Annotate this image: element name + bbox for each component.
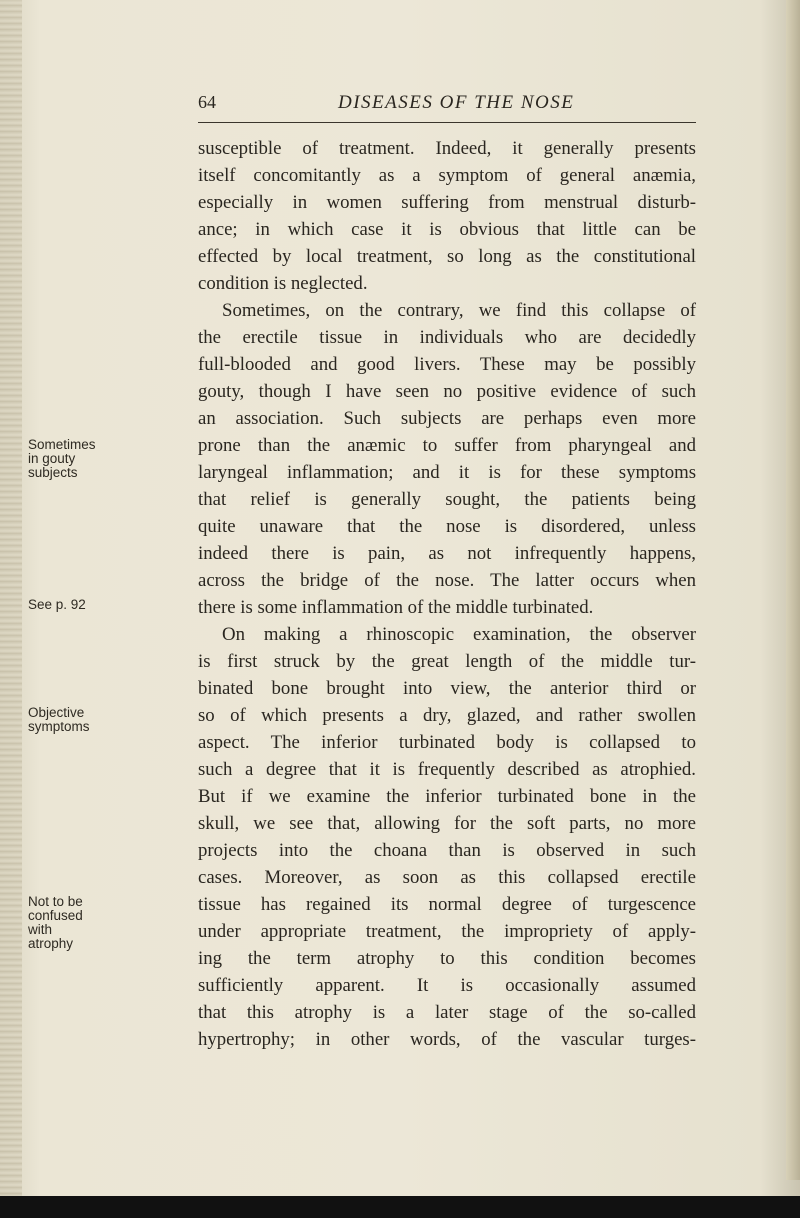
text-line: skull, we see that, allowing for the soft parts, no more [198,813,696,834]
text-line: an association. Such subjects are perhaps even more [198,408,696,429]
text-line: effected by local treatment, so long as the constitutional [198,246,696,267]
text-line: tissue has regained its normal degree of turgescence [198,894,696,915]
margin-note-line: Sometimes [28,437,96,452]
margin-note-objective-symptoms [28,706,178,734]
text-line: aspect. The inferior turbinated body is collapsed to [198,732,696,753]
text-line: under appropriate treatment, the impropriety of apply- [198,921,696,942]
text-line: On making a rhinoscopic examination, the observer [222,624,696,645]
text-line: so of which presents a dry, glazed, and rather swollen [198,705,696,726]
page-binding-edge [0,0,22,1218]
text-line: that this atrophy is a later stage of the so-called [198,1002,696,1023]
text-line: Sometimes, on the contrary, we find this collapse of [222,300,696,321]
text-line: quite unaware that the nose is disordered, unless [198,516,696,537]
margin-note-line: with [28,922,53,937]
margin-note-not-atrophy [28,895,178,951]
margin-note-gouty-subjects [28,438,178,480]
margin-note-line: Not to be [28,894,83,909]
text-line: that relief is generally sought, the patients being [198,489,696,510]
text-line: hypertrophy; in other words, of the vascular turges- [198,1029,696,1050]
text-line: indeed there is pain, as not infrequently happens, [198,543,696,564]
text-line: projects into the choana than is observed in such [198,840,696,861]
text-line: the erectile tissue in individuals who are decidedly [198,327,696,348]
page-header [198,92,696,123]
text-line: gouty, though I have seen no positive evidence of such [198,381,696,402]
margin-note-line: subjects [28,465,78,480]
text-line: ing the term atrophy to this condition becomes [198,948,696,969]
text-line: such a degree that it is frequently described as atrophied. [198,759,696,780]
margin-note-see-page [28,598,178,612]
text-line: sufficiently apparent. It is occasionally assumed [198,975,696,996]
text-line: full-blooded and good livers. These may be possibly [198,354,696,375]
text-line: itself concomitantly as a symptom of general anæmia, [198,165,696,186]
margin-note-line: atrophy [28,936,74,951]
text-line: susceptible of treatment. Indeed, it generally presents [198,138,696,159]
page-number: 64 [198,92,216,112]
text-line: condition is neglected. [198,273,368,294]
text-line: prone than the anæmic to suffer from pharyngeal and [198,435,696,456]
text-line: ance; in which case it is obvious that little can be [198,219,696,240]
text-line: laryngeal inflammation; and it is for these symptoms [198,462,696,483]
margin-note-line: Objective [28,705,85,720]
text-line: binated bone brought into view, the anterior third or [198,678,696,699]
text-line: across the bridge of the nose. The latter occurs when [198,570,696,591]
text-line: is first struck by the great length of the middle tur- [198,651,696,672]
text-line: there is some inflammation of the middle turbinated. [198,597,594,618]
running-head: DISEASES OF THE NOSE [338,92,575,113]
text-line: especially in women suffering from menstrual disturb- [198,192,696,213]
text-line: cases. Moreover, as soon as this collapsed erectile [198,867,696,888]
margin-note-line: in gouty [28,451,76,466]
margin-note-line: See p. 92 [28,597,86,612]
margin-note-line: confused [28,908,83,923]
page-right-edge [786,0,800,1180]
margin-note-line: symptoms [28,719,90,734]
scan-bottom-edge [0,1196,800,1218]
text-line: But if we examine the inferior turbinated bone in the [198,786,696,807]
